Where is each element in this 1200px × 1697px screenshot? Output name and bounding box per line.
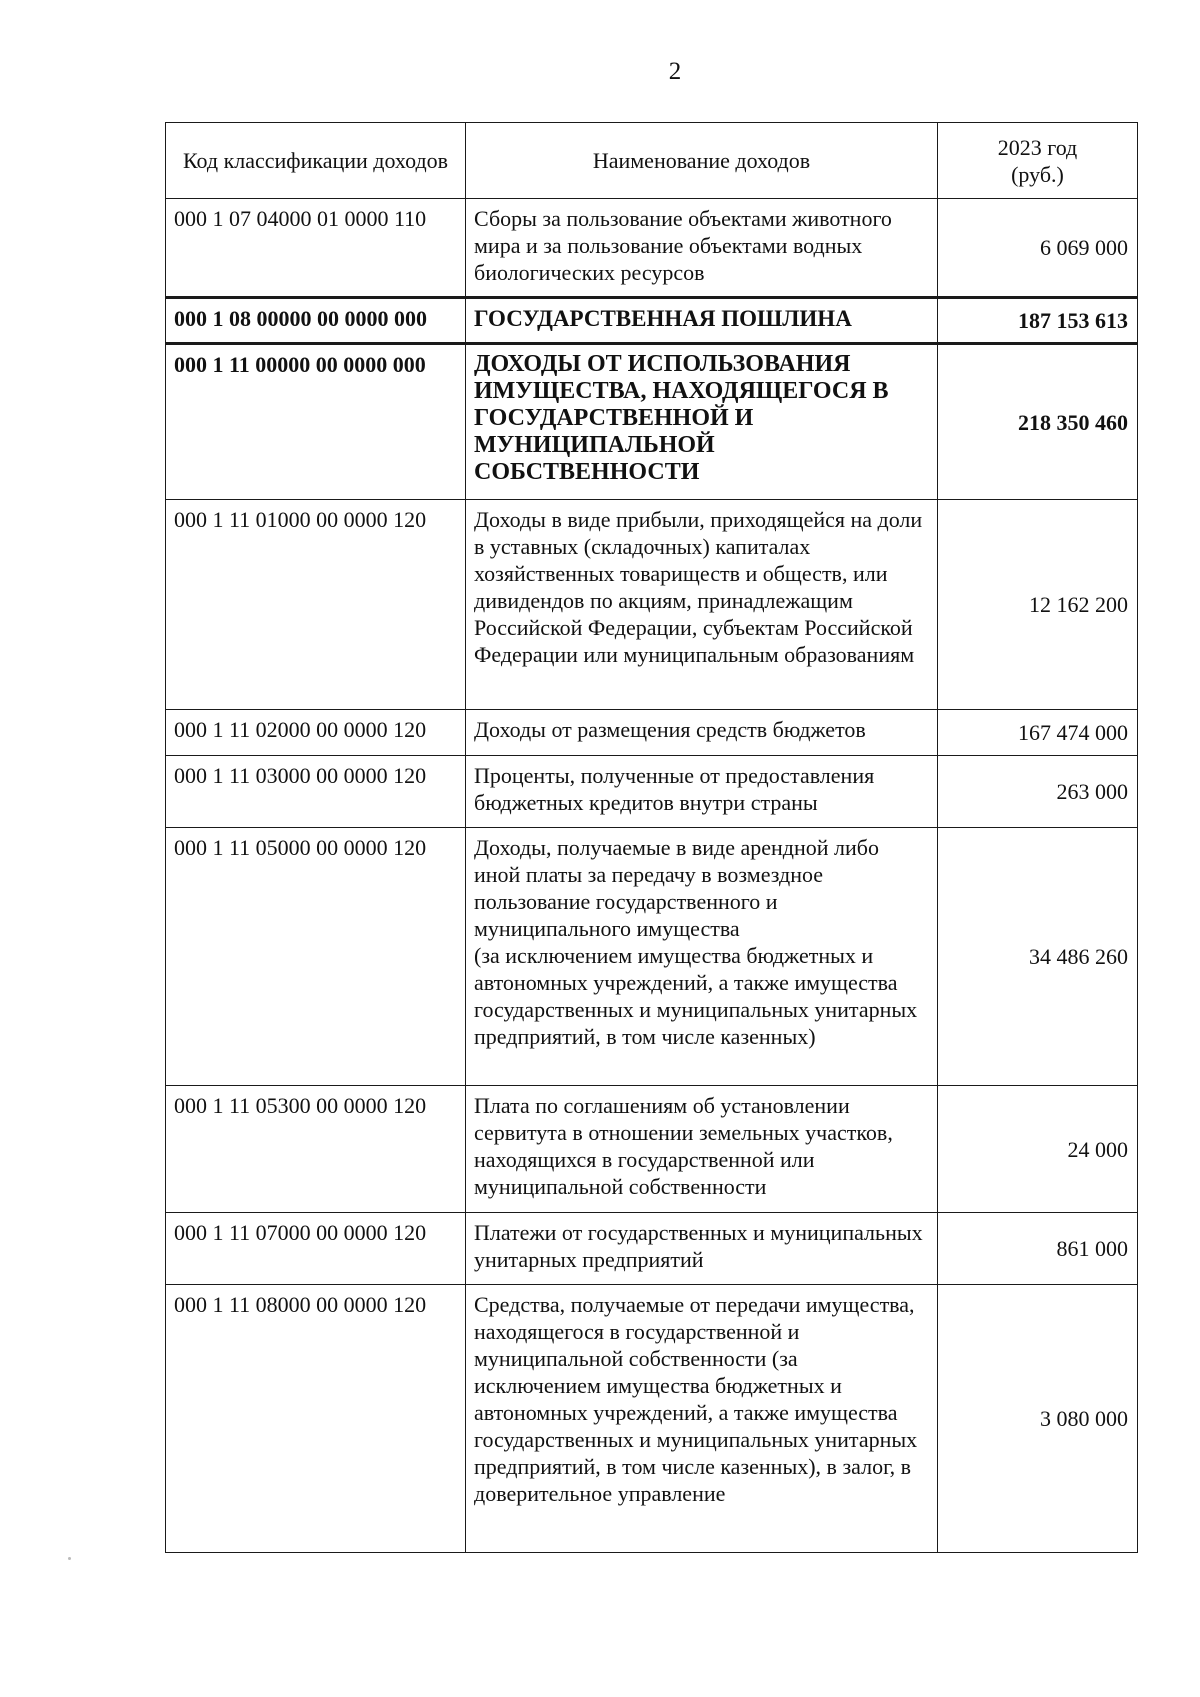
row-name: Доходы от размещения средств бюджетов	[466, 710, 938, 756]
row-value: 6 069 000	[938, 199, 1138, 298]
row-value: 861 000	[938, 1213, 1138, 1285]
table-row	[166, 1086, 1138, 1213]
table-row	[166, 1213, 1138, 1285]
table-row	[166, 828, 1138, 1086]
table-header	[166, 123, 1138, 199]
page-number: 2	[668, 58, 682, 85]
row-value: 167 474 000	[938, 710, 1138, 756]
row-code: 000 1 11 05000 00 0000 120	[166, 828, 466, 1086]
table-row	[166, 344, 1138, 500]
row-code: 000 1 11 01000 00 0000 120	[166, 500, 466, 710]
row-value: 12 162 200	[938, 500, 1138, 710]
row-name: Доходы в виде прибыли, приходящейся на доли в уставных (складочных) капиталах хозяйственных товариществ и обществ, или дивидендов по акциям, принадлежащим Российской Федерации, субъектам Российской Федерации или муниципальным образованиям	[466, 500, 938, 710]
row-code: 000 1 11 03000 00 0000 120	[166, 756, 466, 828]
row-code: 000 1 11 00000 00 0000 000	[166, 344, 466, 500]
row-code: 000 1 11 02000 00 0000 120	[166, 710, 466, 756]
row-name: Сборы за пользование объектами животного мира и за пользование объектами водных биологических ресурсов	[466, 199, 938, 298]
header-value: 2023 год (руб.)	[938, 123, 1138, 199]
row-value: 34 486 260	[938, 828, 1138, 1086]
row-code: 000 1 07 04000 01 0000 110	[166, 199, 466, 298]
header-name: Наименование доходов	[466, 123, 938, 199]
row-name: Платежи от государственных и муниципальных унитарных предприятий	[466, 1213, 938, 1285]
row-value: 3 080 000	[938, 1285, 1138, 1553]
row-code: 000 1 11 07000 00 0000 120	[166, 1213, 466, 1285]
table-row	[166, 710, 1138, 756]
row-code: 000 1 11 05300 00 0000 120	[166, 1086, 466, 1213]
row-name: ДОХОДЫ ОТ ИСПОЛЬЗОВАНИЯ ИМУЩЕСТВА, НАХОДЯЩЕГОСЯ В ГОСУДАРСТВЕННОЙ И МУНИЦИПАЛЬНОЙ СОБСТВЕННОСТИ	[466, 344, 938, 500]
row-name: Средства, получаемые от передачи имущества, находящегося в государственной и муниципальной собственности (за исключением имущества бюджетных и автономных учреждений, а также имущества государственных и муниципальных унитарных предприятий, в том числе казенных), в залог, в доверительное управление	[466, 1285, 938, 1553]
header-code: Код классификации доходов	[166, 123, 466, 199]
row-name: Плата по соглашениям об установлении сервитута в отношении земельных участков, находящихся в государственной или муниципальной собственности	[466, 1086, 938, 1213]
row-name	[466, 828, 938, 1086]
table-row	[166, 756, 1138, 828]
table-row	[166, 199, 1138, 298]
row-value: 187 153 613	[938, 298, 1138, 344]
table-row	[166, 1285, 1138, 1553]
income-table	[165, 122, 1138, 1553]
table-row	[166, 298, 1138, 344]
row-name-main: Доходы, получаемые в виде арендной либо иной платы за передачу в возмездное пользование государственного и муниципального имущества	[474, 835, 879, 941]
row-name: ГОСУДАРСТВЕННАЯ ПОШЛИНА	[466, 298, 938, 344]
scan-speck	[68, 1557, 71, 1560]
row-value: 24 000	[938, 1086, 1138, 1213]
row-value: 263 000	[938, 756, 1138, 828]
table-row	[166, 500, 1138, 710]
row-name-extra: (за исключением имущества бюджетных и автономных учреждений, а также имущества государственных и муниципальных унитарных предприятий, в том числе казенных)	[474, 943, 918, 1049]
row-code: 000 1 11 08000 00 0000 120	[166, 1285, 466, 1553]
row-value: 218 350 460	[938, 344, 1138, 500]
row-code: 000 1 08 00000 00 0000 000	[166, 298, 466, 344]
row-name: Проценты, полученные от предоставления бюджетных кредитов внутри страны	[466, 756, 938, 828]
